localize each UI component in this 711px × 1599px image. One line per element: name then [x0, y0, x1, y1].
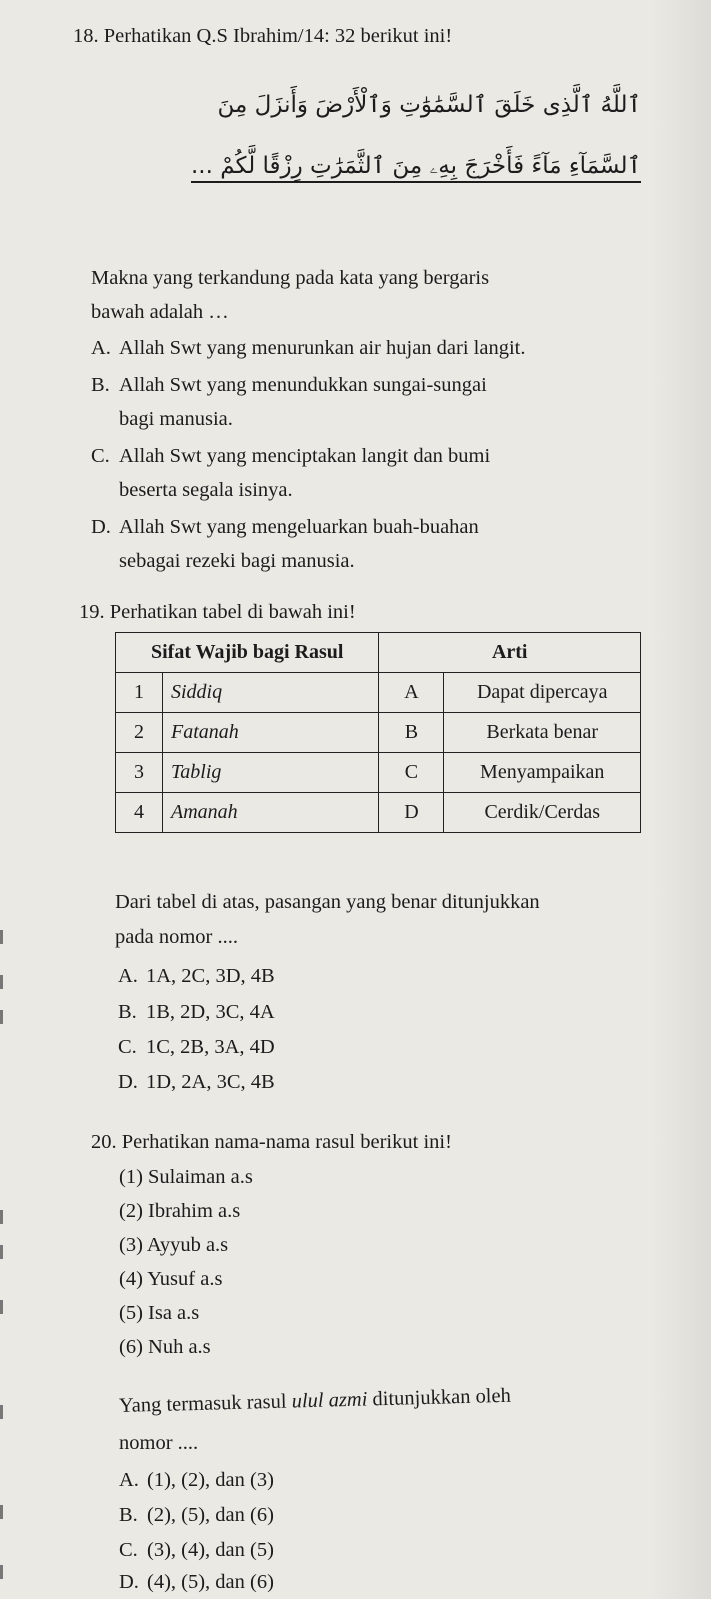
q19-option-b: B. 1B, 2D, 3C, 4A — [118, 1001, 275, 1023]
q19-option-c: C. 1C, 2B, 3A, 4D — [118, 1036, 275, 1058]
q18-arabic-line-2-text: ٱلسَّمَآءِ مَآءً فَأَخْرَجَ بِهِۦ مِنَ ٱلثَّمَرَٰتِ رِزْقًا لَّكُمْ ... — [191, 153, 641, 183]
q20-title: Perhatikan nama-nama rasul berikut ini! — [121, 1131, 452, 1153]
q19-title: Perhatikan tabel di bawah ini! — [109, 601, 356, 623]
table-row: 4 Amanah D Cerdik/Cerdas — [116, 793, 641, 833]
table-header-row — [116, 633, 641, 673]
table-header-sifat: Sifat Wajib bagi Rasul — [116, 633, 379, 673]
q20-option-c: C. (3), (4), dan (5) — [119, 1539, 274, 1561]
margin-tick — [0, 1245, 3, 1259]
q18-option-c: C. Allah Swt yang menciptakan langit dan bumi — [91, 445, 491, 467]
margin-tick — [0, 1210, 3, 1224]
q18-prompt-line-1: Makna yang terkandung pada kata yang bergaris — [91, 267, 490, 289]
q20-option-a: A. (1), (2), dan (3) — [119, 1469, 274, 1491]
q18-arabic-line-1: ٱللَّهُ ٱلَّذِى خَلَقَ ٱلسَّمَٰوَٰتِ وَٱلْأَرْضَ وَأَنزَلَ مِنَ — [217, 92, 641, 118]
q18-option-c-cont: beserta segala isinya. — [119, 479, 293, 501]
table-row: 3 Tablig C Menyampaikan — [116, 753, 641, 793]
q18-title: Perhatikan Q.S Ibrahim/14: 32 berikut ini! — [103, 25, 453, 47]
q18-number: 18. — [73, 25, 99, 47]
q20-item: (1) Sulaiman a.s — [119, 1166, 253, 1188]
margin-tick — [0, 975, 3, 989]
q19-option-a: A. 1A, 2C, 3D, 4B — [118, 965, 275, 987]
margin-tick — [0, 930, 3, 944]
page-edge-shadow — [651, 0, 711, 1599]
q19-heading — [79, 600, 356, 624]
sifat-wajib-table — [115, 632, 641, 833]
q18-option-b: B. Allah Swt yang menundukkan sungai-sungai — [91, 374, 487, 396]
margin-tick — [0, 1405, 3, 1419]
margin-tick — [0, 1505, 3, 1519]
q20-heading — [91, 1130, 452, 1154]
q20-item: (2) Ibrahim a.s — [119, 1200, 241, 1222]
q19-prompt-line-1: Dari tabel di atas, pasangan yang benar ditunjukkan — [115, 891, 540, 913]
q20-item: (6) Nuh a.s — [119, 1336, 211, 1358]
q20-item: (5) Isa a.s — [119, 1302, 200, 1324]
q18-option-d-cont: sebagai rezeki bagi manusia. — [119, 550, 355, 572]
table-header-arti: Arti — [379, 633, 641, 673]
margin-tick — [0, 1010, 3, 1024]
q20-option-b: B. (2), (5), dan (6) — [119, 1504, 274, 1526]
q20-item: (3) Ayyub a.s — [119, 1234, 229, 1256]
q18-option-a: A. Allah Swt yang menurunkan air hujan dari langit. — [91, 337, 526, 359]
q18-arabic-line-2 — [61, 153, 641, 179]
q19-number: 19. — [79, 601, 105, 623]
margin-tick — [0, 1565, 3, 1579]
q20-number: 20. — [91, 1131, 117, 1153]
q20-prompt-line-2: nomor .... — [119, 1432, 199, 1454]
q19-option-d: D. 1D, 2A, 3C, 4B — [118, 1071, 275, 1093]
ulul-azmi-term: ulul azmi — [291, 1388, 368, 1413]
q18-option-d: D. Allah Swt yang mengeluarkan buah-buahan — [91, 516, 479, 538]
q18-prompt-line-2: bawah adalah … — [91, 301, 229, 323]
q19-prompt-line-2: pada nomor .... — [115, 926, 238, 948]
q18-option-b-cont: bagi manusia. — [119, 408, 233, 430]
table-row: 1 Siddiq A Dapat dipercaya — [116, 673, 641, 713]
q20-item: (4) Yusuf a.s — [119, 1268, 223, 1290]
q20-prompt-line-1: Yang termasuk rasul ulul azmi ditunjukkan oleh — [118, 1384, 512, 1417]
q18-heading — [73, 24, 452, 48]
q20-option-d: D. (4), (5), dan (6) — [119, 1571, 274, 1593]
table-row: 2 Fatanah B Berkata benar — [116, 713, 641, 753]
margin-tick — [0, 1300, 3, 1314]
